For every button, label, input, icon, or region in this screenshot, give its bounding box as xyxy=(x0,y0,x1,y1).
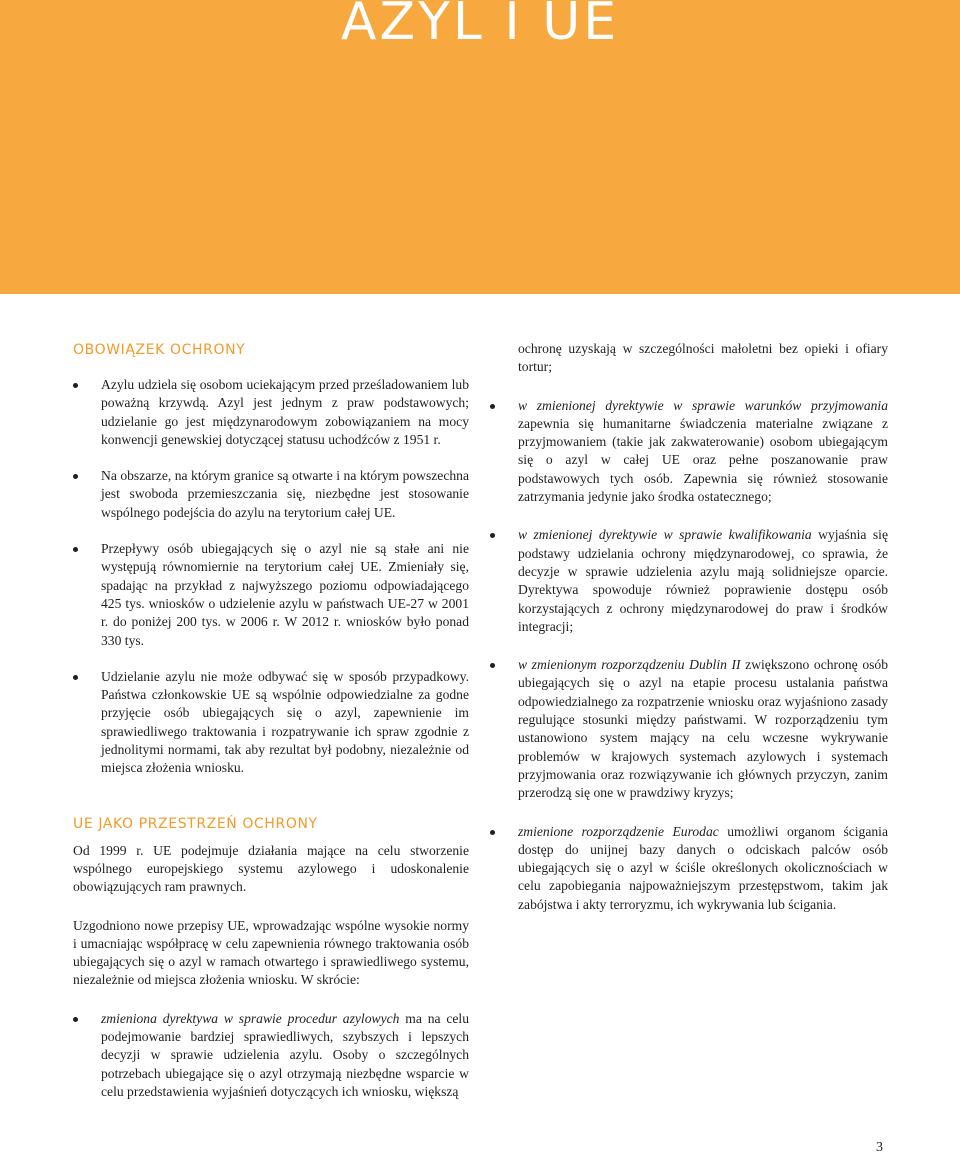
list-item-text xyxy=(518,823,888,914)
section-heading-obligation: OBOWIĄZEK OCHRONY xyxy=(73,342,246,358)
regulation-description: wyjaśnia się podstawy udzielania ochrony międzynarodowej, co sprawia, że decyzje w sprawie udzielenia azylu mają solidniejsze oparcie. Dyrektywa spowoduje również poprawienie dostępu osób korzystających z ochrony międzynarodowej do praw i środków integracji; xyxy=(518,527,888,634)
header-banner xyxy=(0,0,960,294)
list-item xyxy=(518,526,888,636)
regulation-description: umożliwi organom ścigania dostęp do unijnej bazy danych o odciskach palców osób ubiegających się o azyl w ściśle określonych okolicznościach w celu zapobiegania najpoważniejszym przestępstwom, takim jak zabójstwa i akty terroryzmu, ich wykrywania lub ścigania. xyxy=(518,823,888,912)
list-item xyxy=(73,540,469,650)
regulation-description: zapewnia się humanitarne świadczenia materialne związane z przyjmowaniem (takie jak zakwaterowanie) osobom ubiegającym się o azyl w całej UE oraz pełne poszanowanie praw podstawowych tych osób. Zapewnia się również stosowanie zatrzymania jedynie jako środka ostatecznego; xyxy=(518,415,888,505)
list-item xyxy=(73,668,469,778)
list-item-text xyxy=(101,1010,469,1101)
bullet-icon xyxy=(490,533,495,538)
paragraph: Uzgodniono nowe przepisy UE, wprowadzając wspólne wysokie normy i umacniając współpracę w celu zapewnienia równego traktowania osób ubiegających się o azyl w ramach otwartego i sprawiedliwego systemu, niezależnie od miejsca złożenia wniosku. W skrócie: xyxy=(73,917,469,988)
bullet-icon xyxy=(73,474,78,479)
list-item xyxy=(518,397,888,507)
list-item xyxy=(73,376,469,449)
regulation-name: zmieniona dyrektywa w sprawie procedur azylowych xyxy=(101,1010,400,1026)
regulation-description: zwiększono ochronę osób ubiegających się o azyl na etapie procesu ustalania państwa odpowiedzialnego za rozpatrzenie wniosku oraz wyjaśniono zasady regulujące stosunki między państwami. W rozporządzeniu tym ustanowiono system mający na celu wczesne wykrywanie problemów w krajowych systemach azylowych i systemach przyjmowania oraz rozwiązywanie ich głównych przyczyn, zanim przerodzą się one w prawdziwy kryzys; xyxy=(518,657,888,801)
list-item xyxy=(518,656,888,802)
regulation-name: zmienione rozporządzenie Eurodac xyxy=(518,823,719,839)
list-item-text: Udzielanie azylu nie może odbywać się w sposób przypadkowy. Państwa członkowskie UE są wspólnie odpowiedzialne za godne przyjęcie osób ubiegających się o azyl, zapewnienie im sprawiedliwego traktowania i rozpatrywanie ich spraw zgodnie z jednolitymi normami, tak aby rezultat był podobny, niezależnie od miejsca złożenia wniosku. xyxy=(101,668,469,776)
bullet-icon xyxy=(73,383,78,388)
list-item xyxy=(73,467,469,522)
list-item-text xyxy=(518,397,888,507)
regulation-name: w zmienionej dyrektywie w sprawie kwalifikowania xyxy=(518,527,812,543)
bullet-icon xyxy=(490,404,495,409)
bullet-icon xyxy=(73,675,78,680)
bullet-icon xyxy=(490,830,495,835)
list-item-text xyxy=(518,526,888,636)
paragraph: Od 1999 r. UE podejmuje działania mające na celu stworzenie wspólnego europejskiego systemu azylowego i udoskonalenie obowiązujących ram prawnych. xyxy=(73,842,469,895)
regulation-description: ma na celu podejmowanie bardziej sprawiedliwych, szybszych i lepszych decyzji w sprawie udzielenia azylu. Osoby o szczególnych potrzebach ubiegające się o azyl otrzymają niezbędne wsparcie w celu przedstawienia wyjaśnień dotyczących ich wniosku, większą xyxy=(101,1010,469,1099)
regulation-name: w zmienionej dyrektywie w sprawie warunków przyjmowania xyxy=(518,397,888,413)
continuation-text: ochronę uzyskają w szczególności małoletni bez opieki i ofiary tortur; xyxy=(518,341,888,375)
list-item-text: Przepływy osób ubiegających się o azyl nie są stałe ani nie występują równomiernie na terytorium całej UE. Zmieniały się, spadając na przykład z najwyższego poziomu odpowiadającego 425 tys. wniosków o udzielenie azylu w państwach UE-27 w 2001 r. do poniżej 200 tys. w 2006 r. W 2012 r. wniosków było ponad 330 tys. xyxy=(101,541,469,648)
bullet-icon xyxy=(73,1017,78,1022)
regulations-list-right xyxy=(518,397,888,914)
list-item-text xyxy=(518,656,888,802)
regulation-name: w zmienionym rozporządzeniu Dublin II xyxy=(518,657,741,673)
page-number: 3 xyxy=(876,1140,883,1155)
list-item-text: Na obszarze, na którym granice są otwarte i na którym powszechna jest swoboda przemieszczania się, niezbędne jest stosowanie wspólnego podejścia do azylu na terytorium całej UE. xyxy=(101,468,469,520)
bullet-icon xyxy=(73,547,78,552)
bullet-icon xyxy=(490,663,495,668)
regulations-list-left xyxy=(73,1010,469,1101)
right-column xyxy=(518,340,888,914)
list-item xyxy=(73,1010,469,1101)
section-heading-area: UE JAKO PRZESTRZEŃ OCHRONY xyxy=(73,815,318,832)
list-item xyxy=(518,823,888,914)
left-column xyxy=(73,340,469,1101)
obligation-bullet-list xyxy=(73,376,469,778)
page-title: AZYL I UE xyxy=(340,0,620,52)
list-item-text: Azylu udziela się osobom uciekającym przed prześladowaniem lub poważną krzywdą. Azyl jest jednym z praw podstawowych; udzielanie go jest międzynarodowym zobowiązaniem na mocy konwencji genewskiej dotyczącej statusu uchodźców z 1951 r. xyxy=(101,377,469,447)
